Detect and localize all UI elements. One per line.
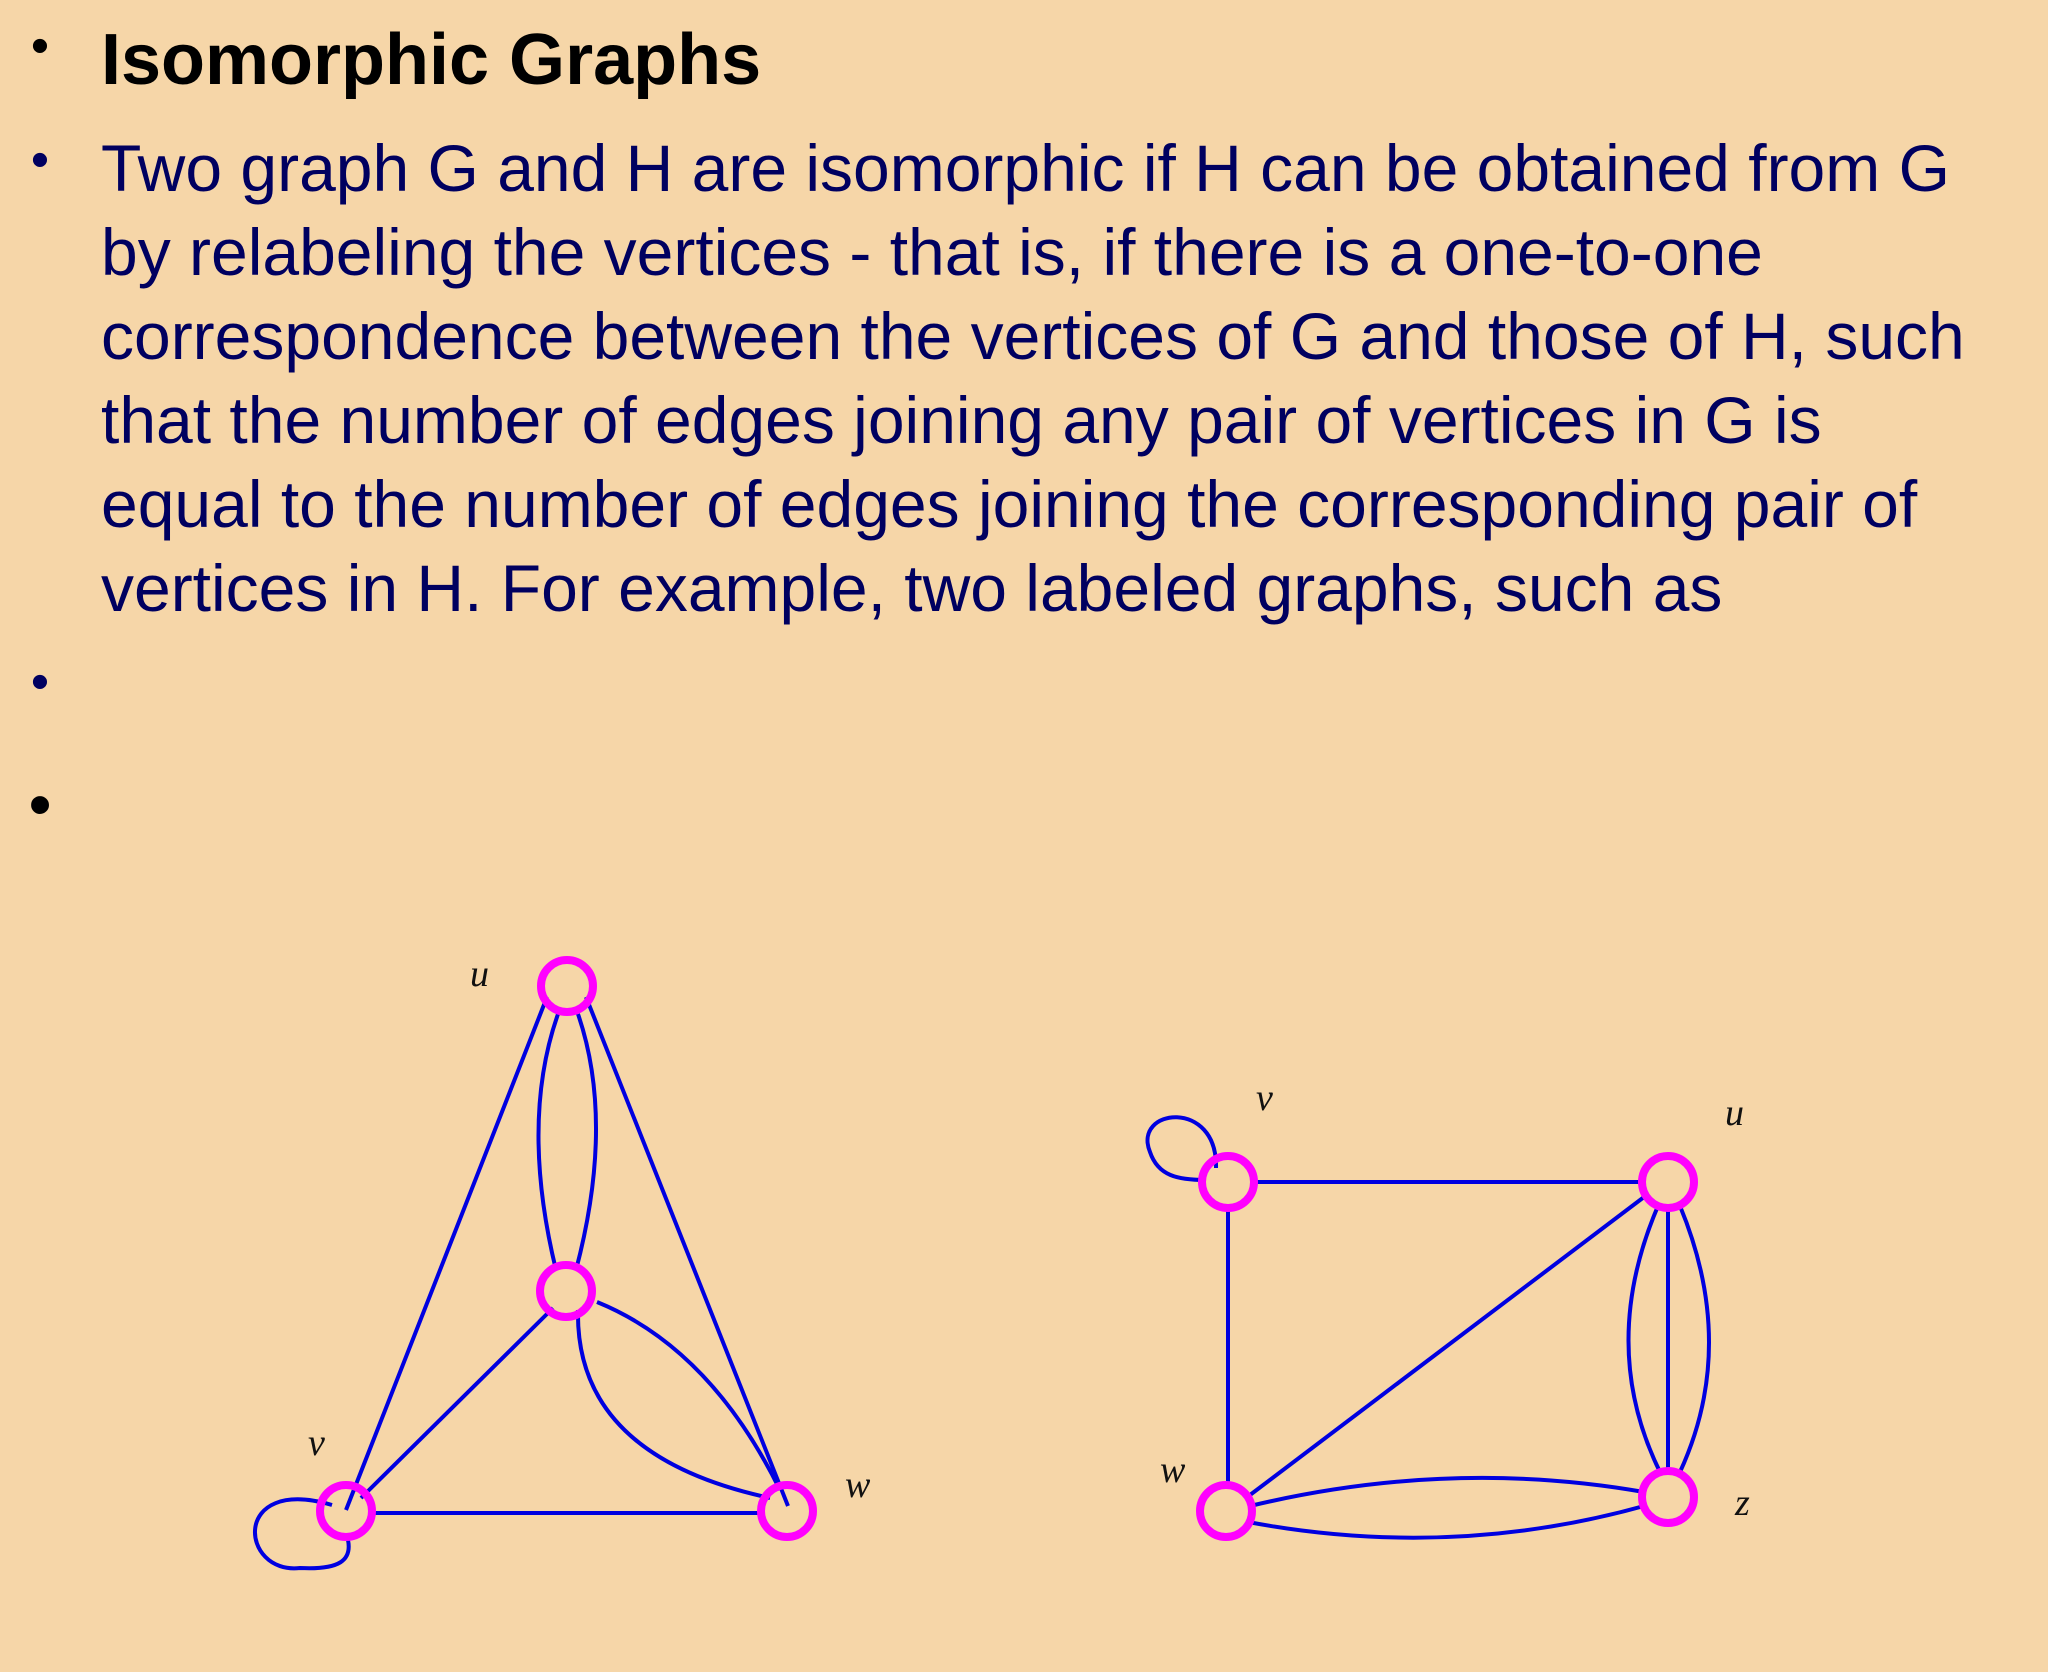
vertex-u xyxy=(541,960,593,1012)
vertex-v xyxy=(1202,1156,1254,1208)
label-u: u xyxy=(470,953,489,995)
paragraph-line: that the number of edges joining any pair of vertices in G is xyxy=(101,383,1822,457)
bullet-paragraph: • xyxy=(30,131,50,189)
edge-u-w xyxy=(586,997,788,1506)
paragraph-line: vertices in H. For example, two labeled graphs, such as xyxy=(101,551,1723,625)
label-w: w xyxy=(845,1464,871,1506)
edge-u-z-c xyxy=(1680,1206,1709,1472)
edge-u-v xyxy=(346,997,547,1510)
label-w: w xyxy=(1160,1449,1186,1491)
vertex-center xyxy=(540,1265,592,1317)
paragraph-line: equal to the number of edges joining the corresponding pair of xyxy=(101,467,1918,541)
edge-u-center-b xyxy=(576,1014,596,1270)
right-graph xyxy=(1148,1077,1750,1538)
left-graph xyxy=(255,953,871,1568)
label-z: z xyxy=(1735,1482,1750,1524)
edge-u-center-a xyxy=(538,1014,558,1270)
vertex-v xyxy=(320,1485,372,1537)
edge-w-z-a xyxy=(1250,1478,1644,1506)
edge-center-w-b xyxy=(597,1302,780,1490)
label-u: u xyxy=(1725,1092,1744,1134)
label-v: v xyxy=(308,1422,325,1464)
paragraph-line: correspondence between the vertices of G and those of H, such xyxy=(101,299,1965,373)
edge-u-z-a xyxy=(1628,1206,1660,1472)
vertex-w xyxy=(761,1485,813,1537)
edge-u-w xyxy=(1246,1194,1648,1498)
bullet-title: • xyxy=(30,17,50,75)
paragraph-line: Two graph G and H are isomorphic if H can be obtained from G xyxy=(101,131,1950,205)
empty-bullet-large: • xyxy=(28,767,52,841)
slide-title: Isomorphic Graphs xyxy=(101,20,762,100)
label-v: v xyxy=(1256,1077,1273,1119)
paragraph-line: by relabeling the vertices - that is, if there is a one-to-one xyxy=(101,215,1763,289)
edge-w-z-b xyxy=(1248,1506,1644,1538)
vertex-w xyxy=(1200,1485,1252,1537)
vertex-u xyxy=(1642,1156,1694,1208)
edge-center-w-a xyxy=(578,1310,770,1498)
empty-bullet: • xyxy=(30,653,50,711)
vertex-z xyxy=(1642,1471,1694,1523)
